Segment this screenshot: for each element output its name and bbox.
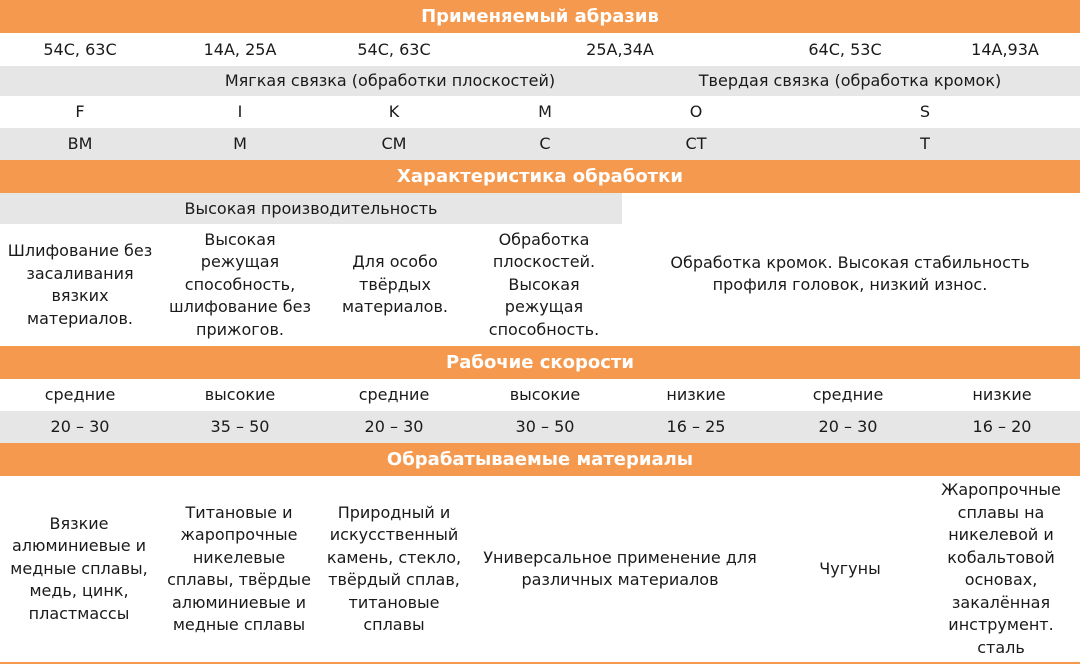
speed-label-row	[0, 379, 1080, 411]
abrasive-cell: 64C, 53C	[808, 39, 882, 59]
grade-cell: K	[388, 102, 400, 121]
material-cell: Жаропрочные сплавы на никелевой и кобальтовой основах, закалённая инструмент. сталь	[941, 480, 1061, 657]
speed-label: высокие	[204, 385, 276, 404]
abrasive-cell: 14A, 25A	[203, 39, 277, 59]
speed-value: 16 – 20	[972, 417, 1032, 436]
grade-cell: CT	[685, 134, 707, 153]
section-title: Применяемый абразив	[421, 6, 659, 27]
section-header-characteristics	[0, 160, 1080, 193]
abrasive-row	[0, 33, 1080, 66]
grade-cyr-row	[0, 128, 1080, 160]
grade-cell: T	[920, 134, 930, 153]
bond-hard: Твердая связка (обработка кромок)	[698, 71, 1002, 90]
abrasive-cell: 14A,93A	[971, 39, 1039, 59]
grade-latin-row	[0, 96, 1080, 128]
speed-label: средние	[358, 385, 430, 404]
abrasive-cell: 54C, 63C	[43, 39, 117, 59]
material-cell: Чугуны	[819, 558, 881, 578]
bond-soft: Мягкая связка (обработки плоскостей)	[224, 71, 556, 90]
bond-row	[0, 66, 1080, 96]
section-header-materials	[0, 443, 1080, 476]
material-cell: Титановые и жаропрочные никелевые сплавы, твёрдые алюминиевые и медные сплавы	[167, 502, 311, 634]
speed-label: средние	[812, 385, 884, 404]
speed-label: средние	[44, 385, 116, 404]
material-cell: Универсальное применение для различных материалов	[483, 547, 757, 589]
section-title: Характеристика обработки	[397, 166, 683, 187]
section-title: Обрабатываемые материалы	[386, 449, 694, 470]
speed-value: 30 – 50	[515, 417, 575, 436]
abrasive-cell: 25A,34A	[586, 39, 654, 59]
speed-value: 16 – 25	[666, 417, 726, 436]
speed-value: 20 – 30	[364, 417, 424, 436]
grade-cell: C	[539, 134, 551, 153]
grade-cell: S	[919, 102, 931, 121]
speed-value: 20 – 30	[818, 417, 878, 436]
characteristics-row	[0, 224, 1080, 346]
high-productivity-label: Высокая производительность	[0, 193, 622, 224]
grade-cell: M	[233, 134, 247, 153]
char-cell: Для особо твёрдых материалов.	[342, 252, 448, 317]
speed-label: низкие	[666, 385, 726, 404]
material-cell: Вязкие алюминиевые и медные сплавы, медь, цинк, пластмассы	[10, 513, 148, 623]
grade-cell: CM	[381, 134, 407, 153]
grade-cell: F	[75, 102, 85, 121]
grade-cell: I	[237, 102, 243, 121]
section-header-abrasive	[0, 0, 1080, 33]
productivity-row	[0, 193, 1080, 224]
section-header-speeds	[0, 346, 1080, 379]
speed-value: 35 – 50	[210, 417, 270, 436]
bottom-rule	[0, 662, 1080, 664]
grade-cell: M	[538, 102, 552, 121]
abrasive-cell: 54C, 63C	[357, 39, 431, 59]
char-cell: Высокая режущая способность, шлифование без прижогов.	[169, 229, 311, 339]
speed-value-row	[0, 411, 1080, 443]
char-cell: Обработка кромок. Высокая стабильность профиля головок, низкий износ.	[670, 252, 1030, 294]
speed-label: низкие	[972, 385, 1032, 404]
materials-row	[0, 476, 1080, 662]
grade-cell: O	[689, 102, 703, 121]
char-cell: Обработка плоскостей. Высокая режущая способность.	[488, 229, 600, 339]
grade-cell: BM	[67, 134, 93, 153]
char-cell: Шлифование без засаливания вязких материалов.	[7, 241, 153, 328]
material-cell: Природный и искусственный камень, стекло, твёрдый сплав, титановые сплавы	[326, 502, 462, 634]
speed-label: высокие	[509, 385, 581, 404]
speed-value: 20 – 30	[50, 417, 110, 436]
section-title: Рабочие скорости	[446, 352, 634, 373]
